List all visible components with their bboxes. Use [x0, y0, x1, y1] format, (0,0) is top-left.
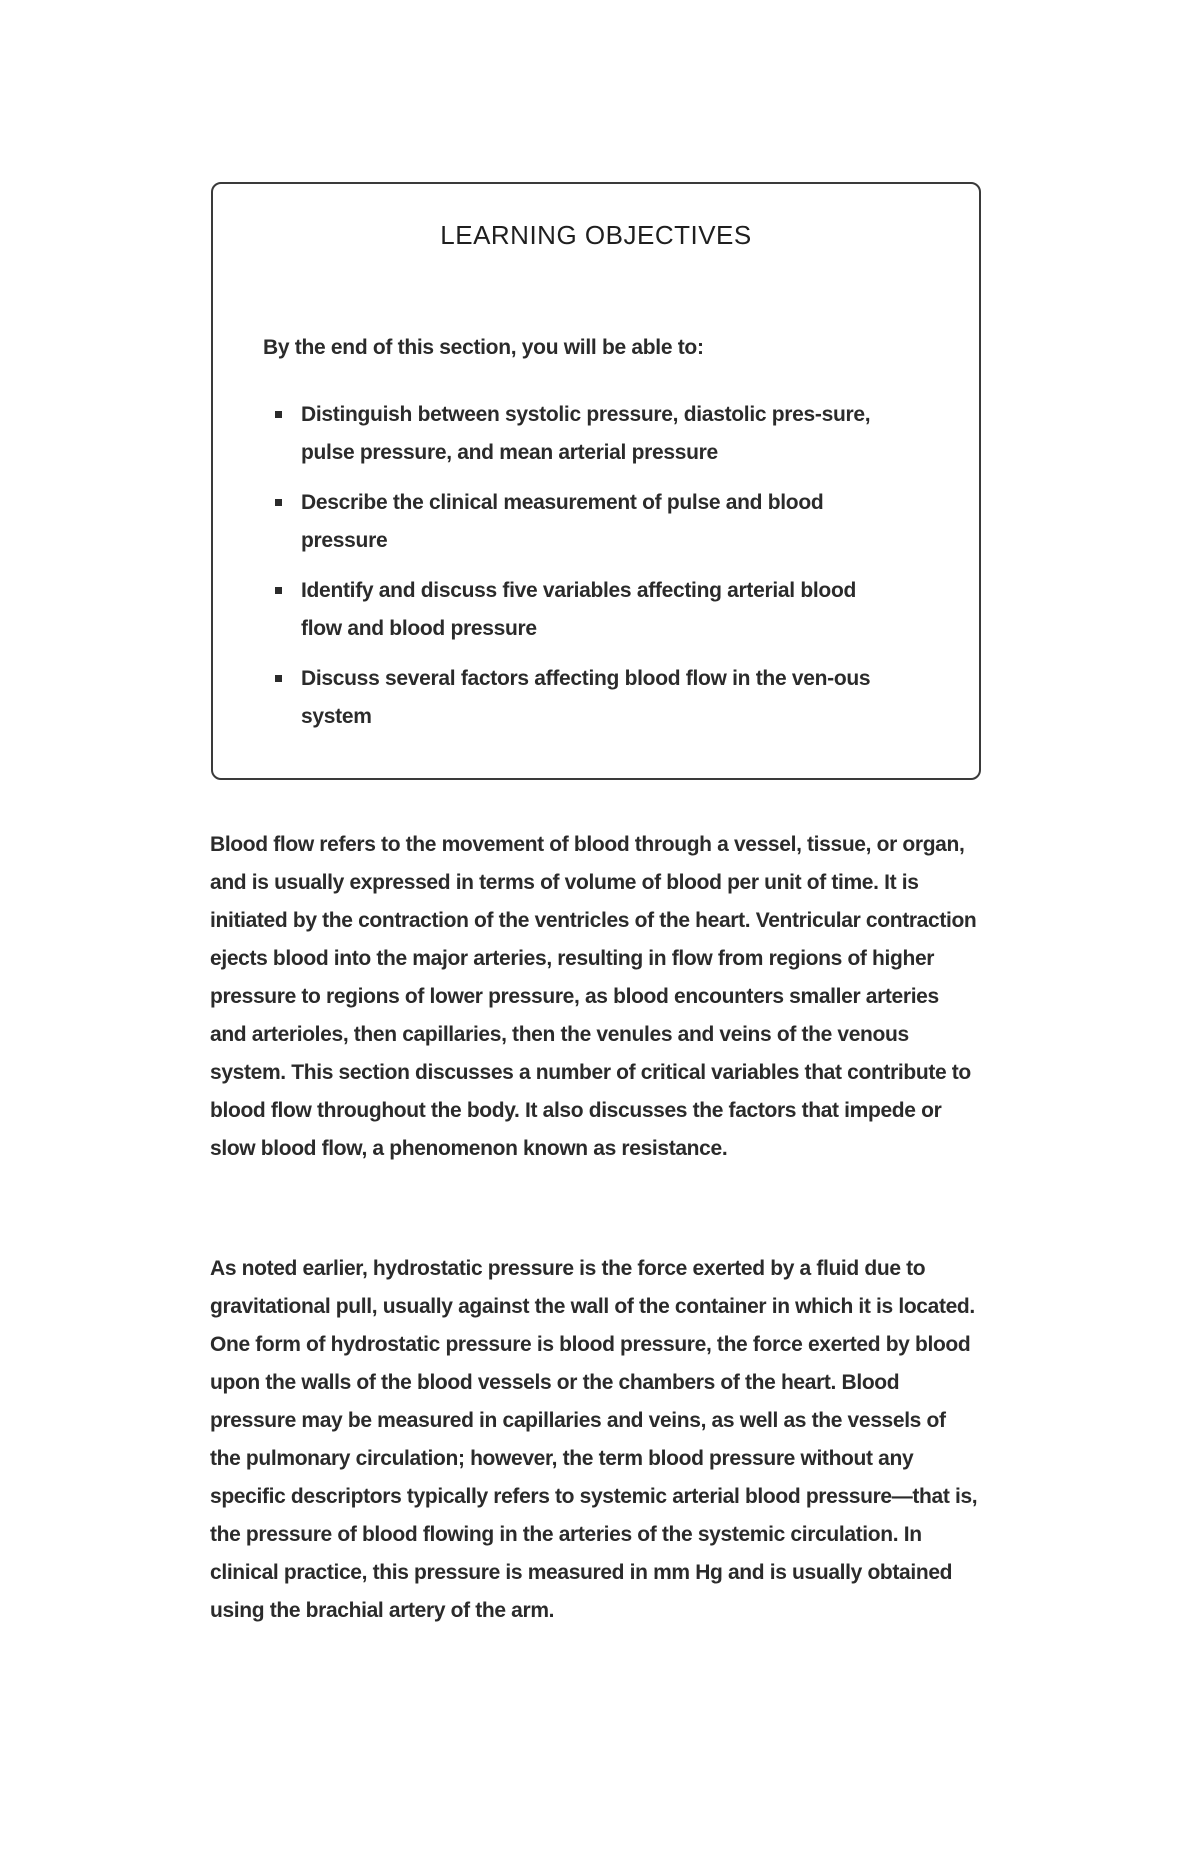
objective-item-text: Discuss several factors affecting blood flow in the ven-ous system — [301, 667, 871, 728]
learning-objectives-intro: By the end of this section, you will be able to: — [263, 336, 704, 359]
objective-item — [263, 660, 883, 736]
objective-item-text: Describe the clinical measurement of pulse and blood pressure — [301, 491, 824, 552]
body-paragraph-blood-flow: Blood flow refers to the movement of blood through a vessel, tissue, or organ, and is usually expressed in terms of volume of blood per unit of time. It is initiated by the contraction of the ventricles of the heart. Ventricular contraction ejects blood into the major arteries, resulting in flow from regions of higher pressure to regions of lower pressure, as blood encounters smaller arteries and arterioles, then capillaries, then the venules and veins of the venous system. This section discusses a number of critical variables that contribute to blood flow throughout the body. It also discusses the factors that impede or slow blood flow, a phenomenon known as resistance. — [210, 833, 977, 1160]
objective-item — [263, 572, 883, 648]
objective-item-text: Identify and discuss five variables affecting arterial blood flow and blood pressure — [301, 579, 856, 640]
square-bullet-icon — [275, 411, 282, 418]
learning-objectives-list — [263, 396, 883, 748]
learning-objectives-box — [211, 182, 981, 780]
square-bullet-icon — [275, 499, 282, 506]
square-bullet-icon — [275, 587, 282, 594]
objective-item-text: Distinguish between systolic pressure, diastolic pres-sure, pulse pressure, and mean arterial pressure — [301, 403, 871, 464]
square-bullet-icon — [275, 675, 282, 682]
body-paragraph-blood-pressure: As noted earlier, hydrostatic pressure is the force exerted by a fluid due to gravitational pull, usually against the wall of the container in which it is located. One form of hydrostatic pressure is blood pressure, the force exerted by blood upon the walls of the blood vessels or the chambers of the heart. Blood pressure may be measured in capillaries and veins, as well as the vessels of the pulmonary circulation; however, the term blood pressure without any specific descriptors typically refers to systemic arterial blood pressure—that is, the pressure of blood flowing in the arteries of the systemic circulation. In clinical practice, this pressure is measured in mm Hg and is usually obtained using the brachial artery of the arm. — [210, 1257, 978, 1622]
learning-objectives-title: LEARNING OBJECTIVES — [440, 220, 752, 250]
objective-item — [263, 484, 883, 560]
objective-item — [263, 396, 883, 472]
